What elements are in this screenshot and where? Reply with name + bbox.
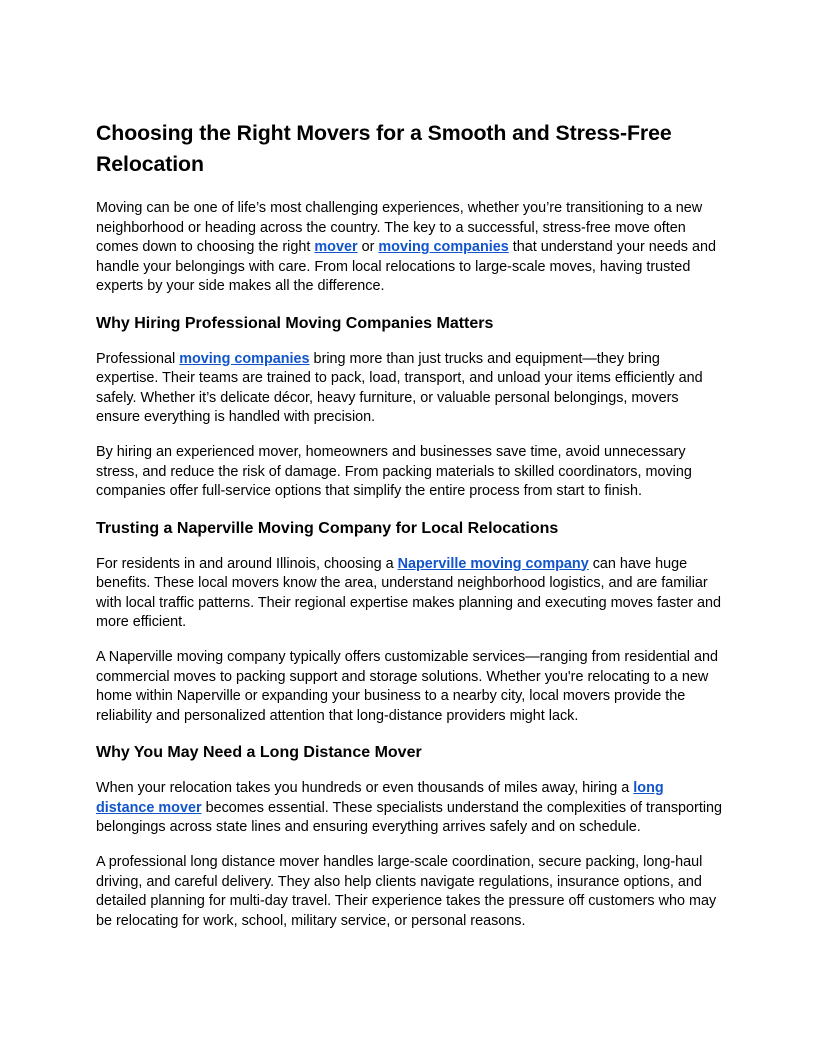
section1-text-2: bring more than just trucks and equipment—they bring expertise. Their teams are trained to pack, load, transport, and unload your items efficiently and safely. Whether it’s delicate décor, heavy furniture, or valuable personal belongings, movers ensure everything is handled with precision. [96, 350, 703, 425]
section2-paragraph-1 [96, 555, 724, 633]
intro-text-1: Moving can be one of life’s most challenging experiences, whether you’re transitioning to a new neighborhood or heading across the country. The key to a successful, stress-free move often comes down to choosing the right [96, 200, 703, 255]
section3-text-2: becomes essential. These specialists understand the complexities of transporting belongings across state lines and ensuring everything arrives safely and on schedule. [96, 799, 723, 835]
section-heading-long-distance: Why You May Need a Long Distance Mover [96, 744, 422, 761]
intro-text-3: that understand your needs and handle your belongings with care. From local relocations to large-scale moves, having trusted experts by your side makes all the difference. [96, 239, 716, 294]
document-page [96, 118, 724, 947]
section2-text-1: For residents in and around Illinois, choosing a [96, 555, 398, 572]
section1-paragraph-1 [96, 350, 724, 428]
section3-paragraph-2: A professional long distance mover handles large-scale coordination, secure packing, long-haul driving, and careful delivery. They also help clients navigate regulations, insurance options, and detailed planning for multi-day travel. Their experience takes the pressure off customers who may be relocating for work, school, military service, or personal reasons. [96, 854, 717, 929]
section-heading-naperville: Trusting a Naperville Moving Company for Local Relocations [96, 519, 559, 537]
moving-companies-link[interactable]: moving companies [378, 239, 509, 255]
section3-paragraph-1 [96, 779, 724, 838]
section2-text-2: can have huge benefits. These local movers know the area, understand neighborhood logistics, and are familiar with local traffic patterns. Their regional expertise makes planning and executing moves faster and more efficient. [96, 555, 722, 630]
section1-text-1: Professional [96, 350, 180, 367]
mover-link[interactable]: mover [314, 239, 358, 255]
section-heading-professional-moving: Why Hiring Professional Moving Companies Matters [96, 314, 494, 332]
page-title: Choosing the Right Movers for a Smooth and Stress-Free Relocation [96, 121, 672, 176]
section1-paragraph-2: By hiring an experienced mover, homeowners and businesses save time, avoid unnecessary stress, and reduce the risk of damage. From packing materials to skilled coordinators, moving companies offer full-service options that simplify the entire process from start to finish. [96, 444, 692, 499]
intro-paragraph [96, 199, 724, 297]
long-distance-mover-link[interactable]: long distance mover [96, 780, 664, 816]
naperville-moving-company-link[interactable]: Naperville moving company [397, 555, 589, 572]
section3-text-1: When your relocation takes you hundreds or even thousands of miles away, hiring a [96, 780, 634, 796]
section2-paragraph-2: A Naperville moving company typically offers customizable services—ranging from residential and commercial moves to packing support and storage solutions. Whether you're relocating to a new home within Naperville or expanding your business to a nearby city, local movers provide the reliability and personalized attention that long-distance providers might lack. [96, 649, 719, 724]
intro-text-2: or [357, 239, 379, 255]
moving-companies-link-2[interactable]: moving companies [179, 350, 310, 367]
